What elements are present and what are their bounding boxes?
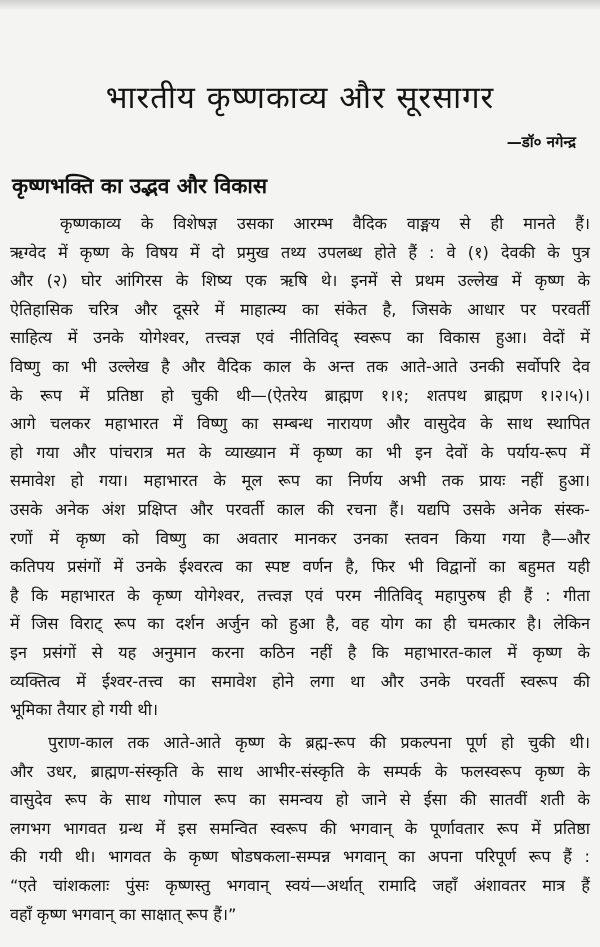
text-line: के रूप में प्रतिष्ठा हो चुकी थी—(ऐतरेय ब्राह्मण १।१; शतपथ ब्राह्मण १।२।५)।: [10, 385, 590, 405]
paragraph-2: [10, 729, 590, 929]
text-line: कतिपय प्रसंगों में उनके ईश्वरत्व का स्पष्ट वर्णन है, फिर भी विद्वानों का बहुमत यही: [10, 557, 590, 577]
text-line: उसके अनेक अंश प्रक्षिप्त और परवर्ती काल की रचना हैं। यद्यपि उसके अनेक संस्क-: [10, 499, 590, 519]
text-line: रणों में कृष्ण को विष्णु का अवतार मानकर उनका स्तवन किया गया है—और: [10, 528, 590, 548]
text-line: और उधर, ब्राह्मण-संस्कृति के साथ आभीर-संस्कृति के सम्पर्क के फलस्वरूप कृष्ण के: [10, 761, 590, 781]
text-line: कृष्णकाव्य के विशेषज्ञ उसका आरम्भ वैदिक वाङ्मय से ही मानते हैं।: [60, 214, 590, 233]
author-name: —डॉ० नगेन्द्र: [506, 133, 576, 151]
text-line: लगभग भागवत ग्रन्थ में इस समन्वित स्वरूप की भगवान् के पूर्णावतार रूप में प्रतिष्ठा: [10, 818, 590, 838]
text-line: ऐतिहासिक चरित्र और दूसरे में माहात्म्य का संकेत है, जिसके आधार पर परवर्ती: [10, 299, 590, 319]
text-line: में जिस विराट् रूप का दर्शन अर्जुन को हुआ है, वह योग का ही चमत्कार है। लेकिन: [10, 614, 590, 634]
text-line: है कि महाभारत के कृष्ण योगेश्वर, तत्त्वज्ञ एवं परम नीतिविद् महापुरुष ही हैं : गीता: [10, 585, 590, 605]
section-heading: कृष्णभक्ति का उद्भव और विकास: [12, 174, 268, 198]
text-line: भूमिका तैयार हो गयी थी।: [10, 700, 159, 720]
text-line: हो गया और पांचरात्र मत के व्याख्यान में कृष्ण का भी इन देवों के पर्याय-रूप में: [10, 442, 590, 462]
text-line: वहाँ कृष्ण भगवान् का साक्षात् रूप हैं।”: [10, 904, 237, 924]
text-line: वासुदेव रूप के साथ गोपाल रूप का समन्वय हो जाने से ईसा की सातवीं शती के: [10, 790, 590, 810]
page-top-edge: [0, 0, 600, 10]
text-line: की गयी थी। भागवत के कृष्ण षोडषकला-सम्पन्न भगवान् का अपना परिपूर्ण रूप हैं :: [10, 847, 590, 867]
text-line: “एते चांशकलाः पुंसः कृष्णस्तु भगवान् स्वयं—अर्थात् रामादि जहाँ अंशावतर मात्र हैं: [10, 875, 590, 895]
page-title: भारतीय कृष्णकाव्य और सूरसागर: [105, 80, 495, 116]
text-line: विष्णु का भी उल्लेख है और वैदिक काल के अन्त तक आते-आते उनकी सर्वोपरि देव: [10, 356, 590, 376]
text-line: आगे चलकर महाभारत में विष्णु का सम्बन्ध नारायण और वासुदेव के साथ स्थापित: [10, 414, 590, 434]
paragraph-1: [10, 210, 590, 725]
text-line: साहित्य में उनके योगेश्वर, तत्त्वज्ञ एवं नीतिविद् स्वरूप का विकास हुआ। वेदों में: [10, 328, 590, 348]
text-line: पुराण-काल तक आते-आते कृष्ण के ब्रह्म-रूप की प्रकल्पना पूर्ण हो चुकी थी।: [48, 733, 590, 752]
text-line: इन प्रसंगों से यह अनुमान करना कठिन नहीं है कि महाभारत-काल में कृष्ण के: [10, 642, 590, 662]
text-line: ऋग्वेद में कृष्ण के विषय में दो प्रमुख तथ्य उपलब्ध होते हैं : वे (१) देवकी के पुत्र: [10, 242, 590, 262]
text-line: व्यक्तित्व में ईश्वर-तत्त्व का समावेश होने लगा था और उनके परवर्ती स्वरूप की: [10, 671, 590, 691]
text-line: समावेश हो गया। महाभारत के मूल रूप का निर्णय अभी तक प्रायः नहीं हुआ।: [10, 471, 590, 491]
text-line: और (२) घोर आंगिरस के शिष्य एक ऋषि थे। इनमें से प्रथम उल्लेख में कृष्ण के: [10, 271, 590, 291]
